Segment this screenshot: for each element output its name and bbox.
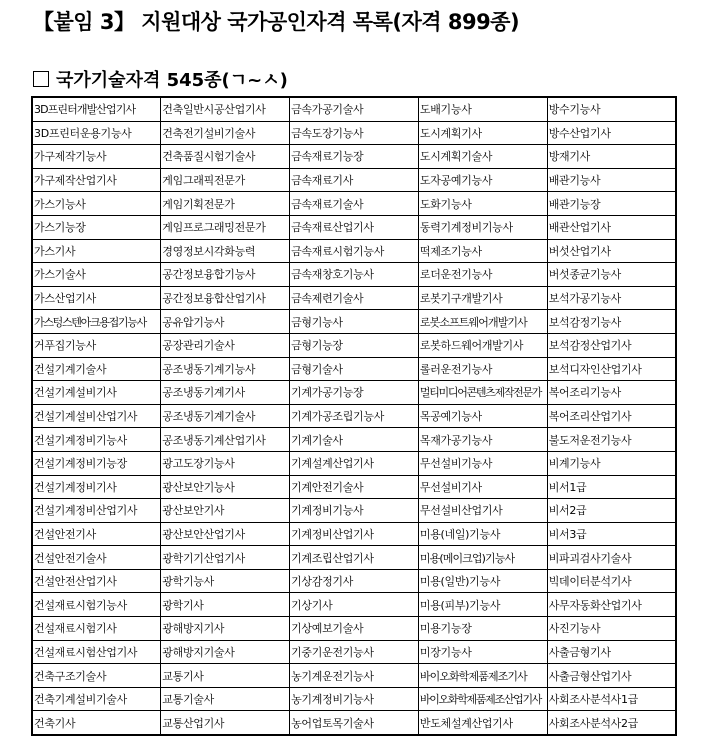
table-cell: 공조냉동기계기술사 <box>161 404 290 428</box>
table-cell: 금속재료기술사 <box>290 192 419 216</box>
table-cell: 금형기능장 <box>290 333 419 357</box>
table-cell: 무선설비산업기사 <box>418 499 547 523</box>
table-cell: 공조냉동기계기사 <box>161 381 290 405</box>
table-cell: 건설안전산업기사 <box>32 569 161 593</box>
table-cell: 기계가공기능장 <box>290 381 419 405</box>
table-cell: 공유압기능사 <box>161 310 290 334</box>
table-cell: 버섯산업기사 <box>547 239 676 263</box>
table-cell: 미용기능장 <box>418 617 547 641</box>
table-cell: 로봇하드웨어개발기사 <box>418 333 547 357</box>
table-cell: 광해방지기사 <box>161 617 290 641</box>
table-row <box>32 451 676 475</box>
table-cell: 건축일반시공산업기사 <box>161 97 290 121</box>
table-cell: 로봇소프트웨어개발기사 <box>418 310 547 334</box>
table-cell: 방수기능사 <box>547 97 676 121</box>
table-cell: 사회조사분석사1급 <box>547 687 676 711</box>
table-cell: 가구제작산업기사 <box>32 168 161 192</box>
table-cell: 복어조리기능사 <box>547 381 676 405</box>
table-cell: 도배기능사 <box>418 97 547 121</box>
table-cell: 무선설비기사 <box>418 475 547 499</box>
table-row <box>32 522 676 546</box>
table-cell: 공간정보융합산업기사 <box>161 286 290 310</box>
table-cell: 배관기능사 <box>547 168 676 192</box>
table-cell: 경영정보시각화능력 <box>161 239 290 263</box>
table-cell: 배관기능장 <box>547 192 676 216</box>
table-cell: 금속재료산업기사 <box>290 215 419 239</box>
section-heading-label: 국가기술자격 545종(ㄱ~ㅅ) <box>56 70 288 91</box>
table-cell: 배관산업기사 <box>547 215 676 239</box>
table-cell: 공간정보융합기능사 <box>161 263 290 287</box>
table-cell: 로봇기구개발기사 <box>418 286 547 310</box>
table-cell: 게임그래픽전문가 <box>161 168 290 192</box>
table-cell: 미용(일반)기능사 <box>418 569 547 593</box>
table-cell: 거푸집기능사 <box>32 333 161 357</box>
table-cell: 사무자동화산업기사 <box>547 593 676 617</box>
table-cell: 기계정비산업기사 <box>290 522 419 546</box>
table-cell: 가스산업기사 <box>32 286 161 310</box>
table-cell: 3D프린터운용기능사 <box>32 121 161 145</box>
table-cell: 비서1급 <box>547 475 676 499</box>
checkbox-square-icon <box>33 71 49 87</box>
table-cell: 금속재료기사 <box>290 168 419 192</box>
table-cell: 불도저운전기능사 <box>547 428 676 452</box>
table-cell: 비서3급 <box>547 522 676 546</box>
table-cell: 건설기계정비산업기사 <box>32 499 161 523</box>
table-cell: 가스기능장 <box>32 215 161 239</box>
table-cell: 교통기사 <box>161 664 290 688</box>
table-cell: 버섯종균기능사 <box>547 263 676 287</box>
table-row <box>32 711 676 735</box>
table-cell: 건설재료시험기사 <box>32 617 161 641</box>
table-row <box>32 404 676 428</box>
table-cell: 도자공예기능사 <box>418 168 547 192</box>
table-cell: 미용(네일)기능사 <box>418 522 547 546</box>
table-cell: 건설안전기사 <box>32 522 161 546</box>
table-cell: 보석감정기능사 <box>547 310 676 334</box>
table-cell: 건설기계정비기능장 <box>32 451 161 475</box>
table-cell: 사회조사분석사2급 <box>547 711 676 735</box>
table-cell: 방재기사 <box>547 145 676 169</box>
table-cell: 사진기능사 <box>547 617 676 641</box>
table-cell: 공조냉동기계기능사 <box>161 357 290 381</box>
table-row <box>32 381 676 405</box>
table-cell: 건축기계설비기술사 <box>32 687 161 711</box>
table-cell: 무선설비기능사 <box>418 451 547 475</box>
table-cell: 보석디자인산업기사 <box>547 357 676 381</box>
table-cell: 건설재료시험기능사 <box>32 593 161 617</box>
table-row <box>32 593 676 617</box>
table-cell: 가스기사 <box>32 239 161 263</box>
table-cell: 건축기사 <box>32 711 161 735</box>
table-cell: 바이오화학제품제조기사 <box>418 664 547 688</box>
table-cell: 건축전기설비기술사 <box>161 121 290 145</box>
table-cell: 도시계획기술사 <box>418 145 547 169</box>
table-cell: 도시계획기사 <box>418 121 547 145</box>
table-cell: 로더운전기능사 <box>418 263 547 287</box>
table-cell: 멀티미디어콘텐츠제작전문가 <box>418 381 547 405</box>
table-row <box>32 569 676 593</box>
table-cell: 게임기획전문가 <box>161 192 290 216</box>
table-cell: 금속도장기능사 <box>290 121 419 145</box>
table-cell: 바이오화학제품제조산업기사 <box>418 687 547 711</box>
table-row <box>32 263 676 287</box>
table-cell: 미장기능사 <box>418 640 547 664</box>
table-row <box>32 239 676 263</box>
table-cell: 교통기술사 <box>161 687 290 711</box>
table-cell: 도화기능사 <box>418 192 547 216</box>
table-cell: 기계안전기술사 <box>290 475 419 499</box>
table-cell: 기중기운전기능사 <box>290 640 419 664</box>
table-cell: 동력기계정비기능사 <box>418 215 547 239</box>
table-row <box>32 428 676 452</box>
table-row <box>32 145 676 169</box>
table-cell: 비서2급 <box>547 499 676 523</box>
table-row <box>32 97 676 121</box>
table-cell: 건축구조기술사 <box>32 664 161 688</box>
table-cell: 건설기계설비기사 <box>32 381 161 405</box>
table-cell: 광산보안기사 <box>161 499 290 523</box>
table-cell: 비계기능사 <box>547 451 676 475</box>
table-cell: 금형기능사 <box>290 310 419 334</box>
table-cell: 빅데이터분석기사 <box>547 569 676 593</box>
page-title: 【붙임 3】 지원대상 국가공인자격 목록(자격 899종) <box>33 10 520 34</box>
table-cell: 기계정비기능사 <box>290 499 419 523</box>
table-cell: 광고도장기능사 <box>161 451 290 475</box>
table-cell: 기계조립산업기사 <box>290 546 419 570</box>
table-cell: 보석가공기능사 <box>547 286 676 310</box>
table-cell: 교통산업기사 <box>161 711 290 735</box>
table-cell: 게임프로그래밍전문가 <box>161 215 290 239</box>
table-row <box>32 121 676 145</box>
table-cell: 광산보안산업기사 <box>161 522 290 546</box>
table-cell: 가스기술사 <box>32 263 161 287</box>
table-cell: 금속가공기술사 <box>290 97 419 121</box>
table-row <box>32 310 676 334</box>
table-cell: 미용(메이크업)기능사 <box>418 546 547 570</box>
table-cell: 보석감정산업기사 <box>547 333 676 357</box>
table-cell: 건설안전기술사 <box>32 546 161 570</box>
table-cell: 목공예기능사 <box>418 404 547 428</box>
table-row <box>32 192 676 216</box>
table-cell: 금속재창호기능사 <box>290 263 419 287</box>
table-cell: 기계기술사 <box>290 428 419 452</box>
table-row <box>32 168 676 192</box>
table-cell: 사출금형기사 <box>547 640 676 664</box>
table-row <box>32 546 676 570</box>
table-row <box>32 499 676 523</box>
table-cell: 공장관리기술사 <box>161 333 290 357</box>
table-cell: 공조냉동기계산업기사 <box>161 428 290 452</box>
table-cell: 복어조리산업기사 <box>547 404 676 428</box>
table-cell: 3D프린터개발산업기사 <box>32 97 161 121</box>
table-cell: 방수산업기사 <box>547 121 676 145</box>
table-cell: 금속재료기능장 <box>290 145 419 169</box>
table-cell: 롤러운전기능사 <box>418 357 547 381</box>
table-row <box>32 664 676 688</box>
table-cell: 목재가공기능사 <box>418 428 547 452</box>
table-cell: 기계가공조립기능사 <box>290 404 419 428</box>
table-row <box>32 215 676 239</box>
certification-table <box>31 96 677 736</box>
table-cell: 금속제련기술사 <box>290 286 419 310</box>
table-row <box>32 475 676 499</box>
table-row <box>32 687 676 711</box>
table-cell: 농기계운전기능사 <box>290 664 419 688</box>
table-row <box>32 286 676 310</box>
table-cell: 기상예보기술사 <box>290 617 419 641</box>
table-cell: 광해방지기술사 <box>161 640 290 664</box>
table-cell: 농기계정비기능사 <box>290 687 419 711</box>
table-cell: 광학기기산업기사 <box>161 546 290 570</box>
table-cell: 광학기능사 <box>161 569 290 593</box>
table-row <box>32 357 676 381</box>
table-cell: 건설기계정비기사 <box>32 475 161 499</box>
table-cell: 건축품질시험기술사 <box>161 145 290 169</box>
table-cell: 기상기사 <box>290 593 419 617</box>
table-cell: 떡제조기능사 <box>418 239 547 263</box>
table-cell: 건설기계기술사 <box>32 357 161 381</box>
table-cell: 금형기술사 <box>290 357 419 381</box>
table-cell: 건설기계설비산업기사 <box>32 404 161 428</box>
table-cell: 건설기계정비기능사 <box>32 428 161 452</box>
table-cell: 농어업토목기술사 <box>290 711 419 735</box>
table-cell: 기계설계산업기사 <box>290 451 419 475</box>
table-cell: 가스텅스텐아크용접기능사 <box>32 310 161 334</box>
table-cell: 가구제작기능사 <box>32 145 161 169</box>
section-heading <box>33 66 288 92</box>
table-cell: 광산보안기능사 <box>161 475 290 499</box>
table-cell: 미용(피부)기능사 <box>418 593 547 617</box>
table-cell: 비파괴검사기술사 <box>547 546 676 570</box>
table-cell: 반도체설계산업기사 <box>418 711 547 735</box>
table-cell: 광학기사 <box>161 593 290 617</box>
table-row <box>32 640 676 664</box>
table-row <box>32 333 676 357</box>
table-row <box>32 617 676 641</box>
table-cell: 건설재료시험산업기사 <box>32 640 161 664</box>
table-cell: 금속재료시험기능사 <box>290 239 419 263</box>
table-cell: 사출금형산업기사 <box>547 664 676 688</box>
table-cell: 가스기능사 <box>32 192 161 216</box>
table-cell: 기상감정기사 <box>290 569 419 593</box>
